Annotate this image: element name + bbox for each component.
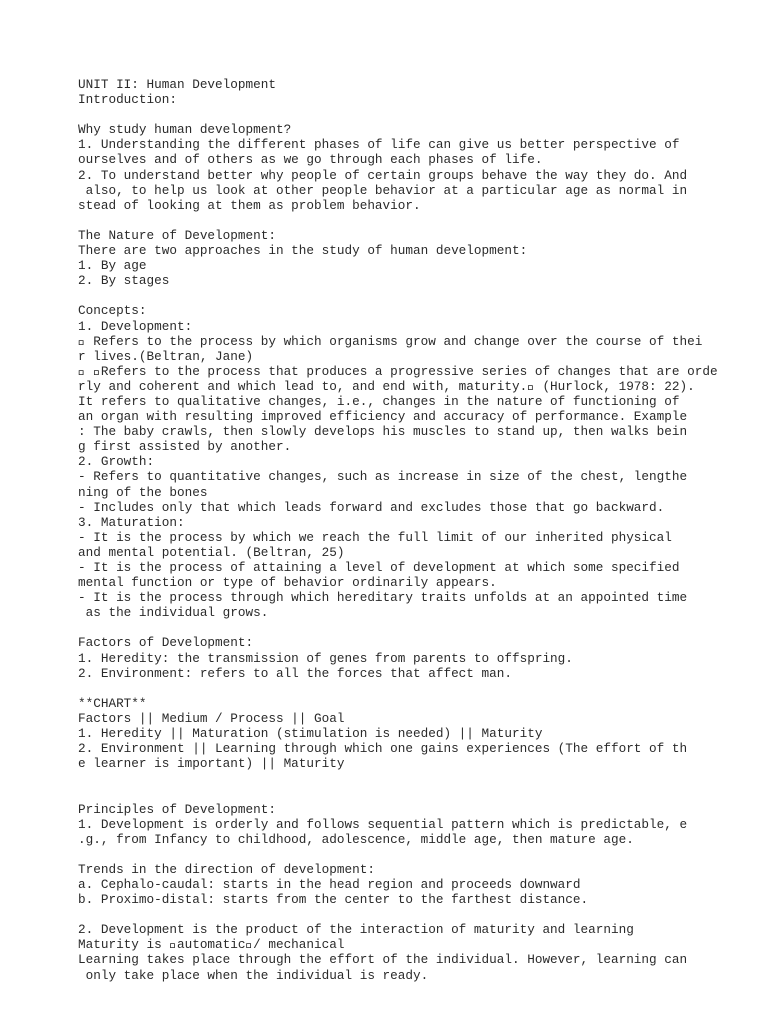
text-line: - Refers to quantitative changes, such as increase in size of the chest, lengthe (78, 469, 688, 485)
text-line: Factors || Medium / Process || Goal (78, 710, 345, 726)
text-line: It refers to qualitative changes, i.e., changes in the nature of functioning of (78, 393, 680, 409)
blank-line (78, 288, 738, 303)
text-line: Maturity is automatic / mechanical (78, 937, 345, 953)
text-line: Why study human development? (78, 122, 292, 138)
text-line: Factors of Development: (78, 635, 254, 651)
blank-line (78, 847, 738, 862)
text-line: 1. By age (78, 258, 147, 274)
text-line: stead of looking at them as problem behavior. (78, 197, 421, 213)
blank-line (78, 213, 738, 228)
text-line: rly and coherent and which lead to, and end with, maturity. (Hurlock, 1978: 22). (78, 378, 695, 394)
text-line: 3. Maturation: (78, 514, 185, 530)
text-line: 2. Environment || Learning through which one gains experiences (The effort of th (78, 741, 688, 757)
blank-line (78, 107, 738, 122)
text-line: an organ with resulting improved efficiency and accuracy of performance. Example (78, 409, 688, 425)
text-line: 1. Heredity: the transmission of genes from parents to offspring. (78, 650, 573, 666)
text-line: b. Proximo-distal: starts from the center to the farthest distance. (78, 892, 589, 908)
text-line: 2. Growth: (78, 454, 155, 470)
text-line: : The baby crawls, then slowly develops his muscles to stand up, then walks bein (78, 424, 688, 440)
text-line: g first assisted by another. (78, 439, 292, 455)
text-line: 1. Development is orderly and follows sequential pattern which is predictable, e (78, 816, 688, 832)
text-line: r lives.(Beltran, Jane) (78, 348, 254, 364)
text-line: Refers to the process that produces a progressive series of changes that are orde (78, 363, 718, 379)
blank-line (78, 907, 738, 922)
text-line: - It is the process by which we reach the full limit of our inherited physical (78, 529, 672, 545)
text-line: Trends in the direction of development: (78, 861, 375, 877)
text-line: .g., from Infancy to childhood, adolescence, middle age, then mature age. (78, 831, 634, 847)
text-line: 2. By stages (78, 273, 170, 289)
text-line: Learning takes place through the effort of the individual. However, learning can (78, 952, 688, 968)
text-line: 2. To understand better why people of certain groups behave the way they do. And (78, 167, 688, 183)
text-line: 1. Development: (78, 318, 193, 334)
text-line: also, to help us look at other people behavior at a particular age as normal in (78, 182, 688, 198)
text-line: - Includes only that which leads forward and excludes those that go backward. (78, 499, 665, 515)
text-line: a. Cephalo-caudal: starts in the head region and proceeds downward (78, 876, 581, 892)
text-line: ning of the bones (78, 484, 208, 500)
text-line: mental function or type of behavior ordinarily appears. (78, 575, 497, 591)
text-line: 1. Heredity || Maturation (stimulation is needed) || Maturity (78, 726, 543, 742)
text-line: Introduction: (78, 92, 177, 108)
document-body (78, 77, 738, 983)
text-line: UNIT II: Human Development (78, 77, 276, 92)
text-line: 2. Environment: refers to all the forces that affect man. (78, 665, 512, 681)
text-line: 1. Understanding the different phases of life can give us better perspective of (78, 137, 680, 153)
text-line: Refers to the process by which organisms grow and change over the course of thei (78, 333, 703, 349)
blank-line (78, 681, 738, 696)
blank-line (78, 620, 738, 635)
text-line: and mental potential. (Beltran, 25) (78, 544, 345, 560)
text-line: - It is the process of attaining a level of development at which some specified (78, 560, 680, 575)
text-line: only take place when the individual is ready. (78, 967, 429, 983)
text-line: 2. Development is the product of the interaction of maturity and learning (78, 922, 634, 938)
blank-line (78, 786, 738, 801)
text-line: e learner is important) || Maturity (78, 756, 345, 772)
text-line: - It is the process through which hereditary traits unfolds at an appointed time (78, 590, 688, 606)
blank-line (78, 771, 738, 786)
text-line: There are two approaches in the study of human development: (78, 243, 528, 259)
text-line: Concepts: (78, 303, 147, 319)
text-line: ourselves and of others as we go through each phases of life. (78, 152, 543, 168)
text-line: as the individual grows. (78, 605, 269, 621)
text-line: The Nature of Development: (78, 227, 276, 243)
text-line: **CHART** (78, 695, 147, 711)
text-line: Principles of Development: (78, 801, 276, 817)
